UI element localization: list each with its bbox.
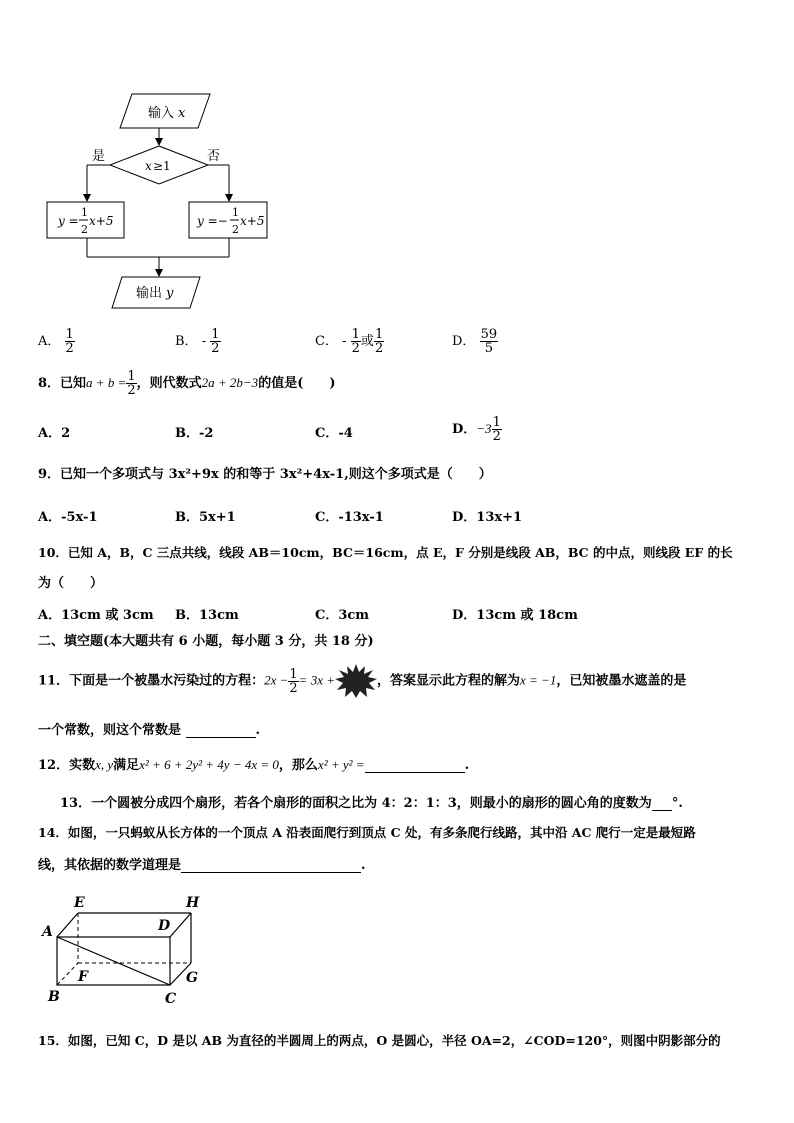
question-13: 13．一个圆被分成四个扇形，若各个扇形的面积之比为 4：2：1：3，则最小的扇形的圆心角的度数为 °. bbox=[60, 796, 683, 811]
q10-option-b[interactable]: B．13cm bbox=[175, 608, 239, 623]
question-11: 11．下面是一个被墨水污染过的方程：2x − $\frac{1}{2}$ = 3x + ，答案显示此方程的解为x = −1，已知被墨水遮盖的是 bbox=[38, 664, 686, 698]
label-d: D bbox=[158, 918, 171, 934]
q10-option-d[interactable]: D．13cm 或 18cm bbox=[452, 608, 578, 623]
cuboid-figure bbox=[38, 890, 218, 1010]
label-f: F bbox=[78, 969, 88, 985]
left-lhs: y = bbox=[58, 214, 79, 228]
right-num: 1 bbox=[232, 206, 239, 219]
label-g: G bbox=[186, 970, 198, 986]
q10-option-a[interactable]: A．13cm 或 3cm bbox=[38, 608, 154, 623]
ink-blot-icon bbox=[335, 664, 377, 698]
q8-option-a[interactable]: A．2 bbox=[38, 426, 71, 441]
flowchart bbox=[40, 88, 280, 318]
output-label: 输出 bbox=[136, 286, 163, 301]
no-label: 否 bbox=[207, 149, 221, 164]
q8-option-c[interactable]: C．-4 bbox=[315, 426, 353, 441]
question-11-line2: 一个常数，则这个常数是 . bbox=[38, 723, 261, 738]
question-10-line2: 为（ ） bbox=[38, 576, 104, 591]
q7-option-b[interactable]: B． - $\frac{1}{2}$ bbox=[175, 327, 220, 356]
right-rest: x+5 bbox=[240, 214, 265, 228]
label-b: B bbox=[48, 989, 60, 1005]
q9-option-d[interactable]: D．13x+1 bbox=[452, 510, 523, 525]
left-den: 2 bbox=[81, 223, 88, 236]
label-a: A bbox=[42, 924, 53, 940]
fraction: $\frac{1}{2}$ bbox=[492, 415, 501, 444]
answer-blank[interactable] bbox=[186, 722, 256, 738]
fraction: $\frac{1}{2}$ bbox=[289, 666, 298, 696]
q7-option-c[interactable]: C． - $\frac{1}{2}$ 或 $\frac{1}{2}$ bbox=[315, 327, 384, 356]
answer-blank[interactable] bbox=[365, 757, 465, 773]
label-e: E bbox=[74, 895, 85, 911]
input-var: x bbox=[178, 106, 186, 121]
right-den: 2 bbox=[232, 223, 239, 236]
fraction: $\frac{59}{5}$ bbox=[480, 327, 498, 356]
left-num: 1 bbox=[81, 206, 88, 219]
section-heading: 二、填空题(本大题共有 6 小题，每小题 3 分，共 18 分) bbox=[38, 634, 374, 649]
q9-option-c[interactable]: C．-13x-1 bbox=[315, 510, 384, 525]
fraction: $\frac{1}{2}$ bbox=[374, 327, 384, 356]
left-rest: x+5 bbox=[89, 214, 114, 228]
fraction: $\frac{1}{2}$ bbox=[351, 327, 360, 356]
question-9: 9．已知一个多项式与 3x²+9x 的和等于 3x²+4x-1,则这个多项式是（ ） bbox=[38, 467, 492, 482]
fraction: $\frac{1}{2}$ bbox=[211, 327, 220, 356]
fraction: $\frac{1}{2}$ bbox=[65, 327, 74, 356]
q7-option-d[interactable]: D． $\frac{59}{5}$ bbox=[452, 327, 498, 356]
q8-option-b[interactable]: B．-2 bbox=[175, 426, 214, 441]
q9-option-a[interactable]: A．-5x-1 bbox=[38, 510, 98, 525]
question-12: 12．实数x, y满足x² + 6 + 2y² + 4y − 4x = 0，那么x² + y² = . bbox=[38, 757, 470, 773]
cond-op: ≥1 bbox=[153, 159, 171, 173]
answer-blank[interactable] bbox=[181, 857, 361, 873]
answer-blank[interactable] bbox=[652, 795, 672, 811]
q10-option-c[interactable]: C．3cm bbox=[315, 608, 370, 623]
q8-option-d[interactable]: D．−3 $\frac{1}{2}$ bbox=[452, 415, 501, 444]
fraction: $\frac{1}{2}$ bbox=[127, 369, 136, 398]
label-c: C bbox=[165, 991, 177, 1007]
q9-option-b[interactable]: B．5x+1 bbox=[175, 510, 236, 525]
question-8: 8．已知a + b = $\frac{1}{2}$ ，则代数式2a + 2b−3的值是( ) bbox=[38, 369, 336, 398]
yes-label: 是 bbox=[92, 149, 106, 164]
right-lhs: y =− bbox=[197, 214, 228, 228]
q7-option-a[interactable]: A． $\frac{1}{2}$ bbox=[38, 327, 74, 356]
question-14-line1: 14．如图，一只蚂蚁从长方体的一个顶点 A 沿表面爬行到顶点 C 处，有多条爬行线路，其中沿 AC 爬行一定是最短路 bbox=[38, 825, 696, 840]
cond-var: x bbox=[145, 159, 152, 173]
label-h: H bbox=[186, 895, 200, 911]
question-15: 15．如图，已知 C，D 是以 AB 为直径的半圆周上的两点，O 是圆心，半径 OA=2，∠COD=120°，则图中阴影部分的 bbox=[38, 1033, 721, 1048]
input-label: 输入 bbox=[148, 106, 175, 121]
question-10-line1: 10．已知 A，B，C 三点共线，线段 AB＝10cm，BC＝16cm，点 E，F 分别是线段 AB，BC 的中点，则线段 EF 的长 bbox=[38, 545, 733, 560]
question-14-line2: 线，其依据的数学道理是 . bbox=[38, 858, 366, 873]
output-var: y bbox=[166, 286, 174, 301]
